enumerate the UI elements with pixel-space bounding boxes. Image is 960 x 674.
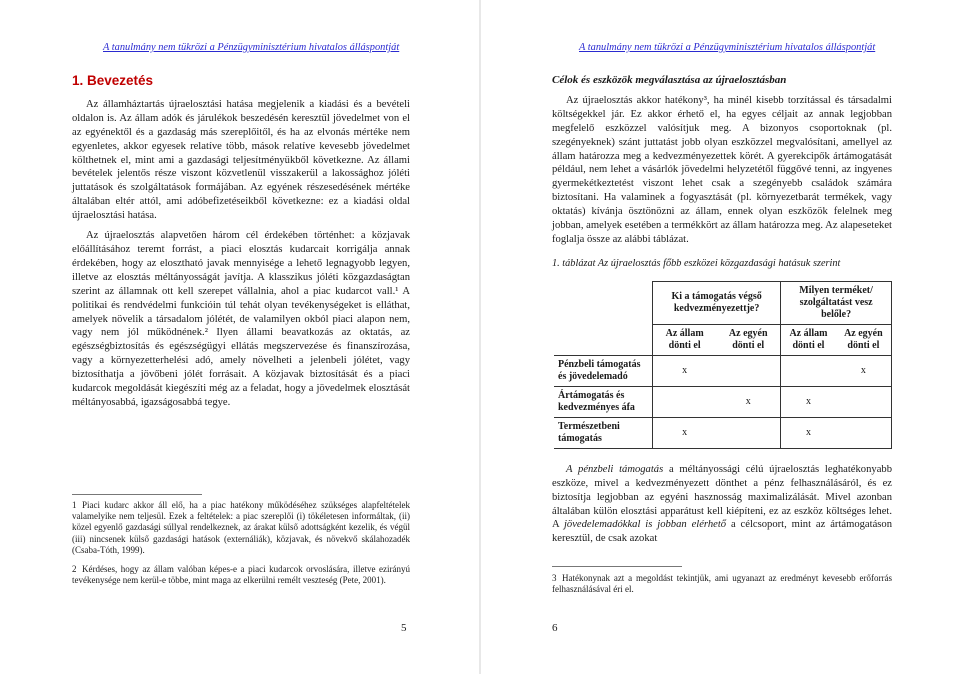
paragraph-text: a célcsoport, mint az ártámogatáson keresztül, de csak azokat	[552, 519, 892, 545]
emphasis-text: jövedelemadókkal is jobban elérhető	[563, 519, 727, 531]
footnote-text: Piaci kudarc akkor áll elő, ha a piac hatékony működéséhez szükséges alapfeltételek valamelyike nem teljesül. Ezek a feltételek: a piac szereplői (i) tökéletesen informáltak, (ii) közel egyenlő gazdasági súllyal rendelkeznek, az árakat külső adottságként kezelik, és végül (iii) nincsenek külső gazdasági hatások (externáliák), közjavak, és növekvő skálahozadék (Csaba-Tóth, 1999).	[72, 500, 410, 555]
paragraph: Az újraelosztás alapvetően három cél érdekében történhet: a közjavak előállításához teremt forrást, a piaci elosztás kudarcait korrigálja annak érdekében, hogy az elosztható javak mennyisége a lehető legnagyobb legyen, illetve az elosztás méltányosságát javítja. A klasszikus jóléti közgazdaságtan szerint az államnak ott kell szerepet vállalnia, ahol a piac kudarcot vall.¹ A politikai és rendvédelmi funkcióin túl tehát olyan tevékenységeket is elláthat, amelyek növelik a társadalom jólétét, de valamilyen okból piaci alapon nem, vagy nem jól működnének.² Ilyen állami beavatkozás az oktatás, az egészségbiztosítás és egészségügyi ellátás megszervezése és finanszírozása, vagy a környezetterhelési adó, amely növelheti a jelenbeli jólétet, vagy biztosíthatja a jövőbeni jólét forrásait. A közjavak biztosítását és a piaci kudarcok megoldását kiegészíti még az a feladat, hogy a jövedelmek elosztását méltányosabbá, igazságosabbá tegye.	[72, 230, 410, 408]
table-row-label: Ártámogatás és kedvezményes áfa	[554, 386, 653, 417]
table-header-row	[554, 281, 892, 324]
table-row-label: Pénzbeli támogatás és jövedelemadó	[554, 355, 653, 386]
paragraph-text: a méltányossági célú újraelosztás leghatékonyabb eszköze, mivel a kedvezményezett dönthet a pénz felhasználásáról, és ez biztosítja legjobban az egyéni hasznosság maximalizálását. Mivel azonban általában külön elosztási apparátust kell kiépíteni, ez az eszköz költséges lehet. A	[552, 463, 892, 531]
page-header: A tanulmány nem tükrözi a Pénzügyminisztérium hivatalos álláspontját	[103, 42, 400, 53]
table-cell	[716, 417, 780, 448]
table-subheader: Az egyén dönti el	[836, 324, 892, 355]
table-row	[554, 355, 892, 386]
page-number: 6	[552, 622, 558, 634]
footnote-text: Hatékonynak azt a megoldást tekintjük, ami ugyanazt az eredményt kevesebb erőforrás felhasználásával éri el.	[552, 573, 892, 595]
paragraph	[552, 463, 892, 546]
table-cell: x	[781, 386, 836, 417]
table-cell	[836, 417, 892, 448]
paragraph: Az államháztartás újraelosztási hatása megjelenik a kiadási és a bevételi oldalon is. Az állam adók és járulékok beszedésén keresztül jövedelmet von el az egyénektől és a gazdaság más szereplőitől, és ha az elvonás mértéke nem egyenletes, akkor egyesek relatíve több, mások relatíve kevesebb jövedelmet költhetnek el, mint ami a gazdasági teljesítményükből következne. Az állami bevételek jelentős része viszont közvetlenül visszakerül a lakossághoz jóléti juttatások és szolgáltatások formájában. Az egyének részesedésének mértéke általában eltér attól, ami adóbefizetéseikből következne: ez a kiadási oldal újraelosztási hatása.	[72, 98, 410, 222]
table-cell	[836, 386, 892, 417]
left-column	[72, 74, 410, 414]
table-row	[554, 417, 892, 448]
footnote	[72, 500, 410, 556]
table-subheader: Az állam dönti el	[653, 324, 717, 355]
page-header: A tanulmány nem tükrözi a Pénzügyminisztérium hivatalos álláspontját	[579, 42, 876, 53]
footnote-number: 2	[72, 564, 77, 574]
footnote-number: 1	[72, 500, 77, 510]
footnote-number: 3	[552, 573, 557, 583]
footnote	[552, 573, 892, 595]
section-heading: 1. Bevezetés	[72, 73, 154, 88]
table-subheader: Az állam dönti el	[781, 324, 836, 355]
table-cell: x	[653, 355, 717, 386]
paragraph: Az újraelosztás akkor hatékony³, ha minél kisebb torzítással és társadalmi költségekkel jár. Ez akkor érhető el, ha egyes céljait az annak legjobban megfelelő eszközzel valósítjuk meg. A bizonyos csoportoknak (pl. szegényeknek) szánt juttatást jobb olyan eszközzel megvalósítani, amellyel az állam határozza meg a kedvezményezettek körét. A gyerekcipők ártámogatását például, nem lehet a vásárlók jövedelmi helyzetétől függővé tenni, az ingyenes gyermekétkeztetést viszont lehet csak a szegényebb családok számára biztosítani. Ha valaminek a fogyasztását (pl. környezetbarát termékek, vagy oktatás) kívánja ösztönözni az állam, ennek olyan eszközök felelnek meg jobban, amelyek esetében a termékkört az állam határozza meg. Az alapeseteket foglalja össze az alábbi táblázat.	[552, 94, 892, 245]
table-group-header: Ki a támogatás végső kedvezményezettje?	[653, 281, 781, 324]
table-subheader-row	[554, 324, 892, 355]
table-cell	[716, 355, 780, 386]
table-cell: x	[653, 417, 717, 448]
footnote	[72, 564, 410, 586]
table-row-label: Természetbeni támogatás	[554, 417, 653, 448]
right-page	[480, 0, 960, 674]
table-row	[554, 386, 892, 417]
emphasis-text: A pénzbeli támogatás	[566, 463, 664, 475]
instrument-table	[554, 281, 892, 449]
table-subheader: Az egyén dönti el	[716, 324, 780, 355]
table-caption: 1. táblázat Az újraelosztás főbb eszközei közgazdasági hatásuk szerint	[552, 257, 841, 269]
table-cell: x	[781, 417, 836, 448]
right-column	[552, 74, 892, 550]
page-number: 5	[401, 622, 407, 634]
table-cell	[653, 386, 717, 417]
table-cell: x	[716, 386, 780, 417]
footnote-rule	[72, 494, 202, 495]
table-cell: x	[836, 355, 892, 386]
table-cell	[781, 355, 836, 386]
footnote-rule	[552, 566, 682, 567]
footnote-text: Kérdéses, hogy az állam valóban képes-e a piaci kudarcok orvoslására, illetve ezirányú tevékenysége nem kerül-e többe, mint maga az elkerülni remélt veszteség (Pete, 2001).	[72, 564, 410, 586]
section-heading: Célok és eszközök megválasztása az újraelosztásban	[552, 74, 787, 86]
table-group-header: Milyen terméket/ szolgáltatást vesz belőle?	[781, 281, 892, 324]
